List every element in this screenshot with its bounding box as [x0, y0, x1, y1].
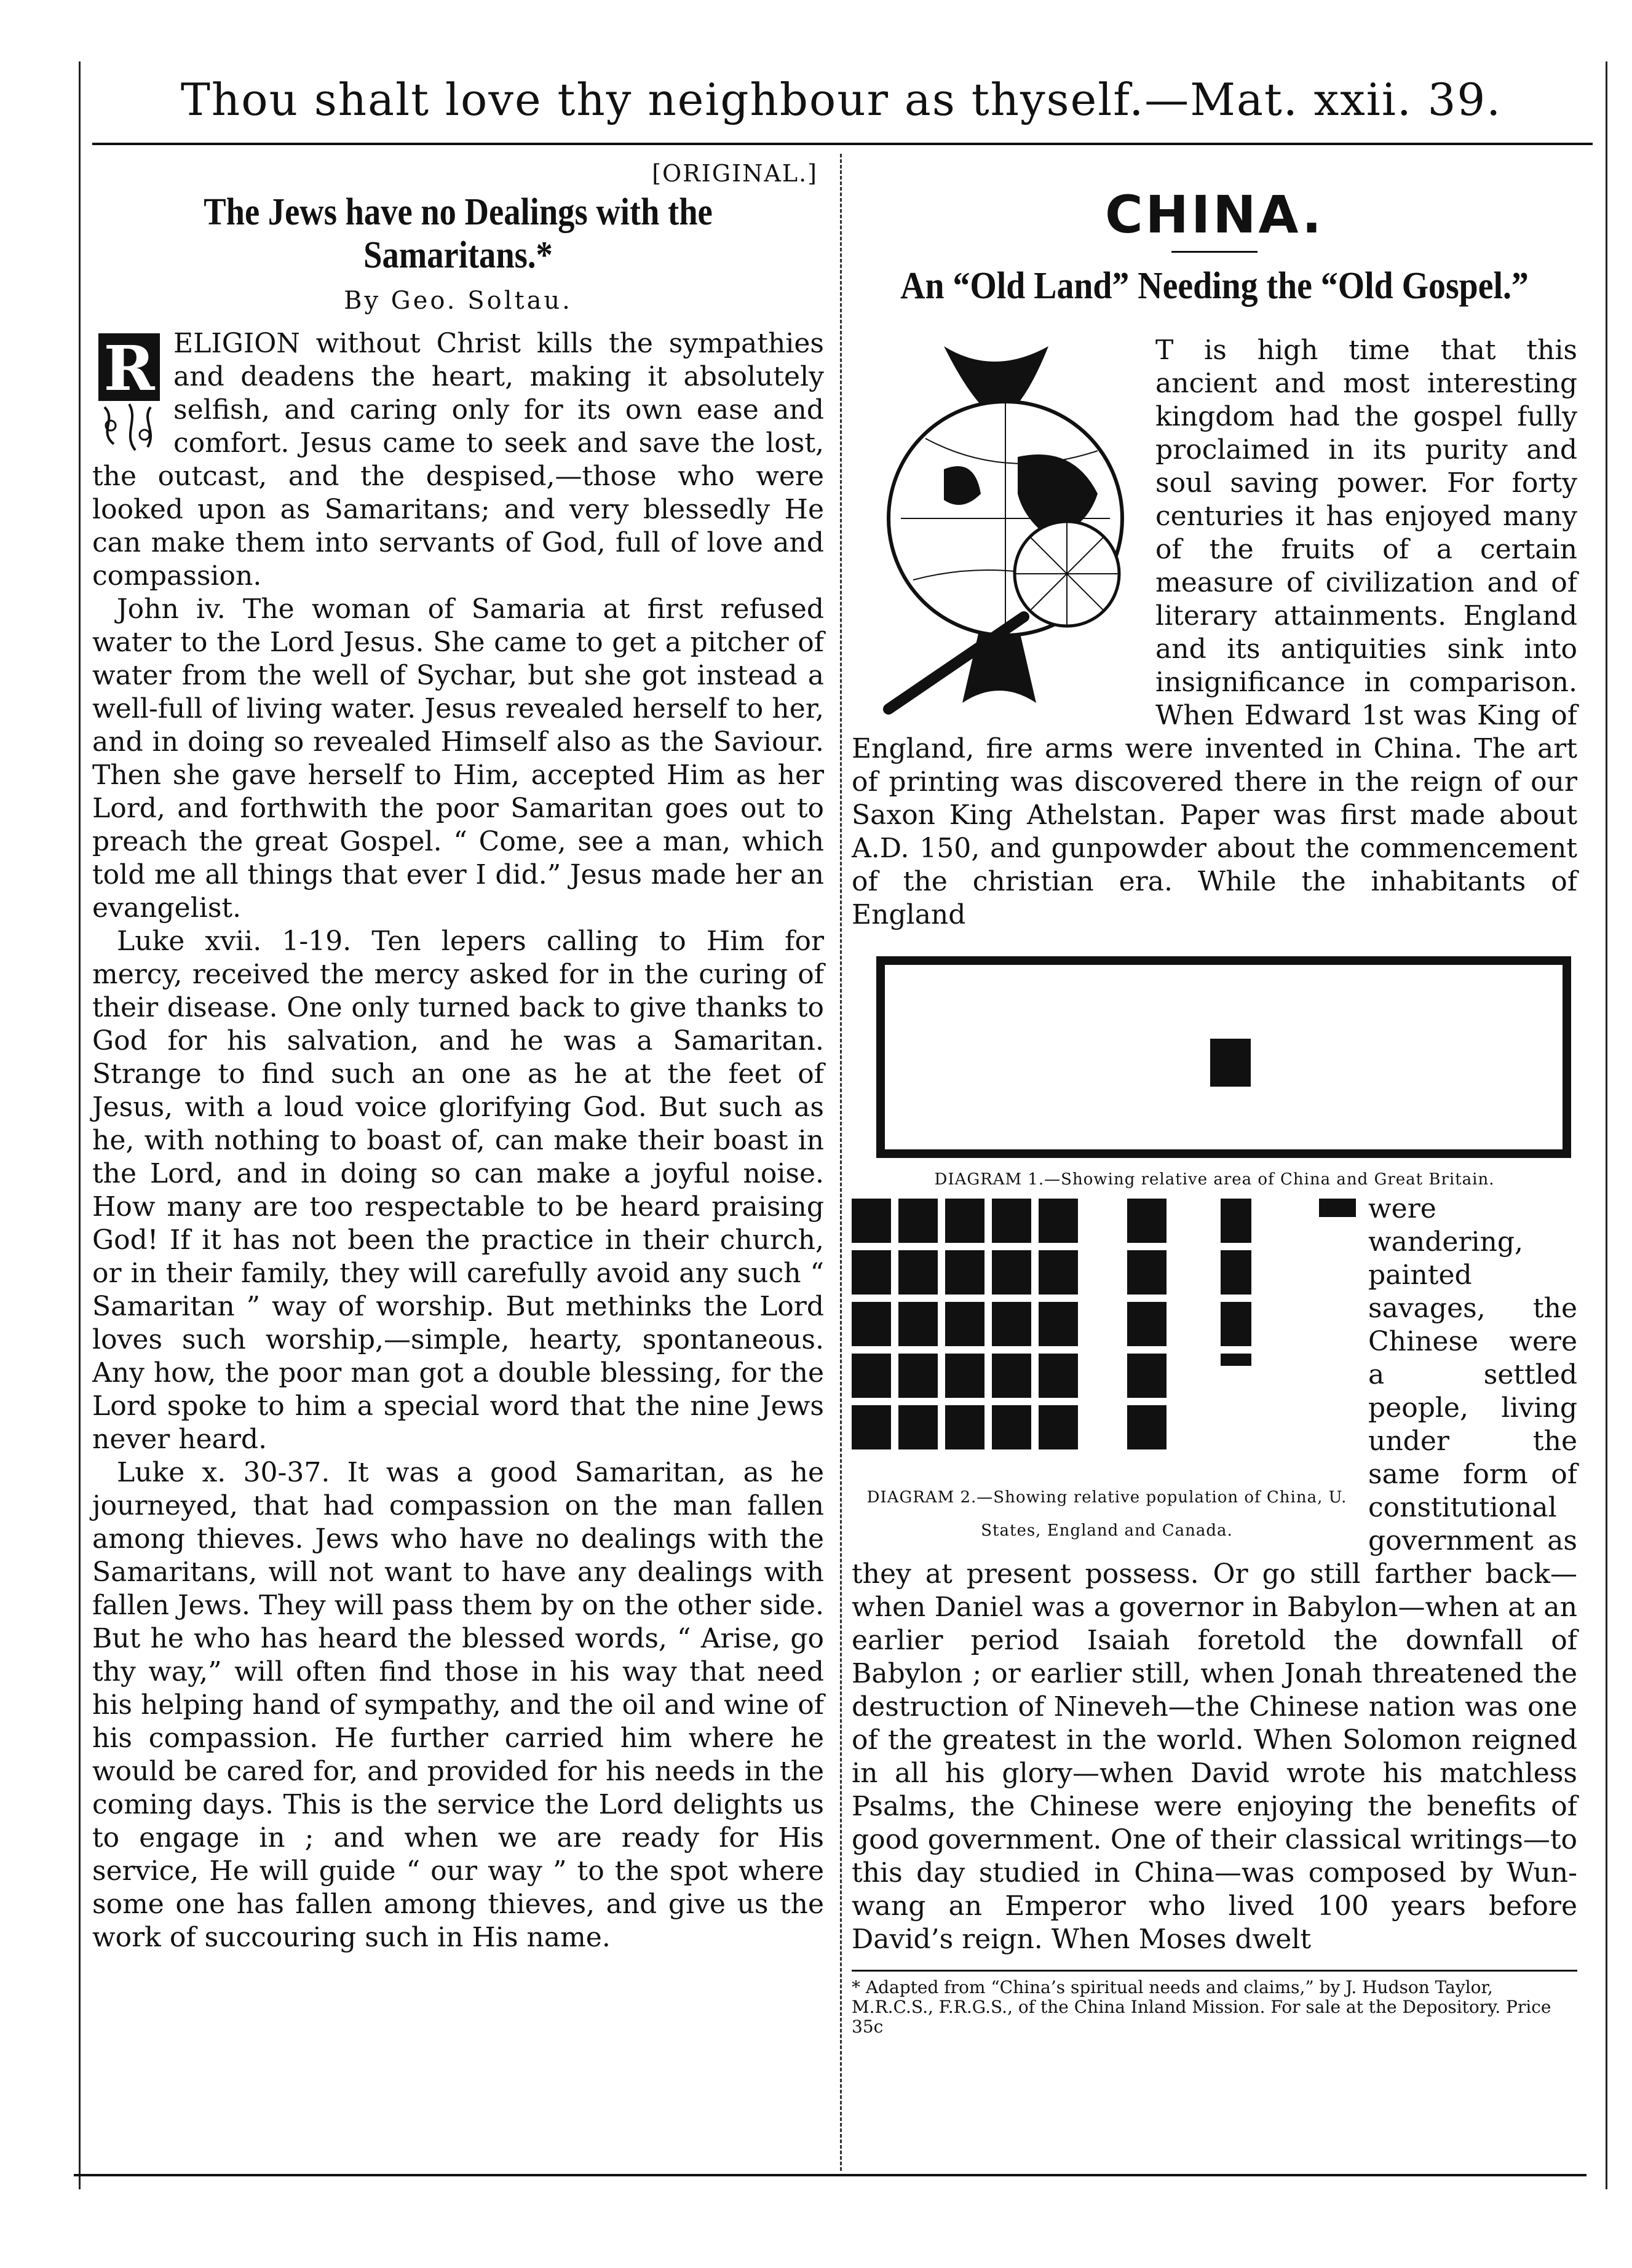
diagram-2-caption: DIAGRAM 2.—Showing relative population of China, U. States, England and Canada.: [866, 1488, 1347, 1540]
diagram-1-area: [876, 956, 1571, 1158]
diagram-1-caption: DIAGRAM 1.—Showing relative area of China and Great Britain.: [934, 1170, 1495, 1189]
column-rule: [840, 154, 842, 2171]
header-verse: Thou shalt love thy neighbour as thyself.—Mat. xxii. 39.: [180, 74, 1502, 125]
original-tag: [ORIGINAL.]: [652, 160, 818, 187]
paragraph: ELIGION without Christ kills the sympathies and deadens the heart, making it absolutely selfish, and caring only for its own ease and comfort. Jesus came to seek and save the lost, the outcast, and the despised,—those who were looked upon as Samaritans; and very blessedly He can make them into servants of God, full of love and compassion.: [92, 328, 824, 592]
china-subtitle: An “Old Land” Needing the “Old Gospel.”: [900, 265, 1529, 307]
paragraph: John iv. The woman of Samaria at first refused water to the Lord Jesus. She came to get a pitcher of water from the well of Sychar, but she got instead a well-full of living water. Jesus revealed herself to her, and in doing so revealed Himself also as the Saviour. Then she gave herself to Him, accepted Him as her Lord, and forthwith the poor Samaritan goes out to preach the great Gospel. “ Come, see a man, which told me all things that ever I did.” Jesus made her an evangelist.: [92, 593, 824, 924]
byline: By Geo. Soltau.: [344, 287, 572, 315]
left-column: [92, 160, 824, 1954]
title-rule: [1171, 251, 1258, 253]
paragraph: were wandering, painted savages, the Chinese were a settled people, living under the same form of constitutional government as they at present possess. Or go still farther back—when Daniel was a governor in Babylon—when at an earlier period Isaiah foretold the downfall of Babylon ; or earlier still, when Jonah threatened the destruction of Nineveh—the Chinese nation was one of the greatest in the world. When Solomon reigned in all his glory—when David wrote his matchless Psalms, the Chinese were enjoying the benefits of good government. One of their classical writings—to this day studied in China—was composed by Wun-wang an Emperor who lived 100 years before David’s reign. When Moses dwelt: [852, 1193, 1577, 1955]
footnote: * Adapted from “China’s spiritual needs and claims,” by J. Hudson Taylor, M.R.C.S., F.R.G.S., of the China Inland Mission. For sale at the Depository. Price 35c: [852, 1970, 1577, 2037]
paragraph: Luke xvii. 1-19. Ten lepers calling to Him for mercy, received the mercy asked for in the curing of their disease. One only turned back to give thanks to God for his salvation, and he was a Samaritan. Strange to find such an one as he at the feet of Jesus, with a loud voice glorifying God. But such as he, with nothing to boast of, can make their boast in the Lord, and in doing so can make a joyful noise. How many are too respectable to be heard praising God! If it has not been the practice in their church, or in their family, they will carefully avoid any such “ Samaritan ” way of worship. But methinks the Lord loves such worship,—simple, hearty, spontaneous. Any how, the poor man got a double blessing, for the Lord spoke to him a special word that the nine Jews never heard.: [92, 926, 824, 1455]
china-body: [852, 334, 1577, 932]
globe-magnifier-illustration: [852, 334, 1147, 715]
header-rule: [92, 143, 1593, 145]
dropcap-r-ornament: [92, 327, 166, 456]
article-body: [92, 327, 824, 1954]
right-column: [852, 166, 1577, 2037]
svg-text:R: R: [103, 332, 155, 405]
footer-rule: [74, 2174, 1586, 2176]
article-title: The Jews have no Dealings with the Samaritans.*: [204, 191, 713, 276]
china-body-continued: [852, 1192, 1577, 1956]
china-title: CHINA.: [1105, 184, 1324, 245]
paragraph: T is high time that this ancient and most interesting kingdom had the gospel fully proclaimed in its purity and soul saving power. For forty centuries it has enjoyed many of the fruits of a certain measure of civilization and of literary attainments. England and its antiquities sink into insignificance in comparison. When Edward 1st was King of England, fire arms were invented in China. The art of printing was discovered there in the reign of our Saxon King Athelstan. Paper was first made about A.D. 150, and gunpowder about the commencement of the christian era. While the inhabitants of England: [852, 335, 1577, 930]
great-britain-block: [1210, 1039, 1251, 1087]
diagram-2-population: [852, 1199, 1362, 1551]
paragraph: Luke x. 30-37. It was a good Samaritan, as he journeyed, that had compassion on the man fallen among thieves. Jews who have no dealings with the Samaritans, will not want to have any dealings with fallen Jews. They will pass them by on the other side. But he who has heard the blessed words, “ Arise, go thy way,” will often find those in his way that need his helping hand of sympathy, and the oil and wine of his compassion. He further carried him where he would be cared for, and provided for his needs in the coming days. This is the service the Lord delights us to engage in ; and when we are ready for His service, He will guide “ our way ” to the spot where some one has fallen among thieves, and give us the work of succouring such in His name.: [92, 1457, 824, 1953]
